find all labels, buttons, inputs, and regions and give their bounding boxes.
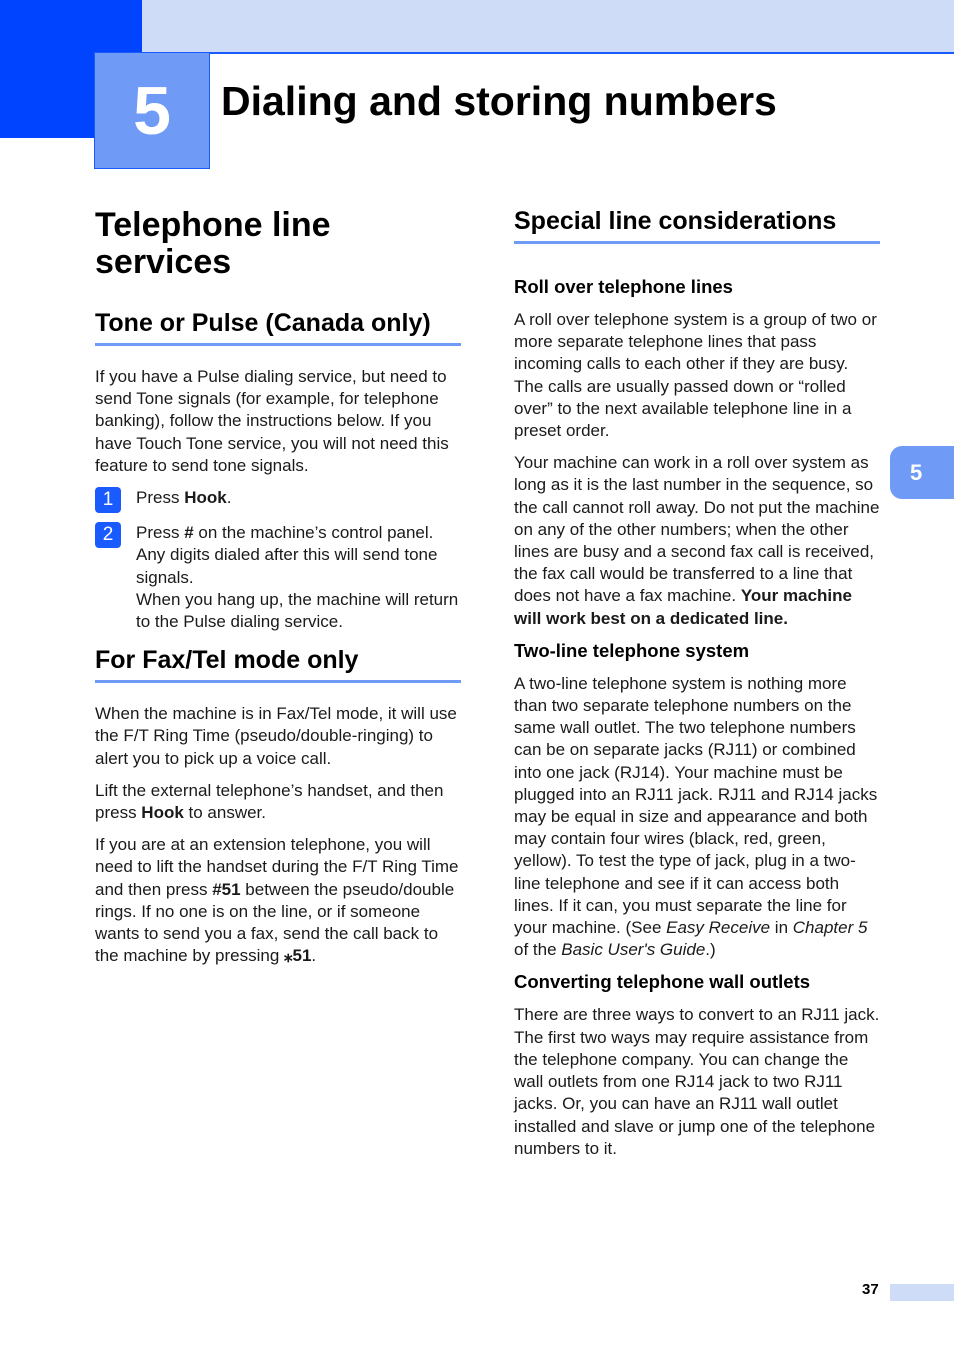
chapter-title: Dialing and storing numbers [221,78,777,124]
fax-tel-p1: When the machine is in Fax/Tel mode, it will use the F/T Ring Time (pseudo/double-ringing) to alert you to pick up a voice call. [95,704,457,768]
chapter-side-tab[interactable]: 5 [890,446,954,499]
step-2-text: Press # on the machine’s control panel. Any digits dialed after this will send tone signals. [136,523,438,587]
tone-pulse-intro: If you have a Pulse dialing service, but need to send Tone signals (for example, for telephone banking), follow the instructions below. If you have Touch Tone service, you will not need this feature to send tone signals. [95,367,449,475]
header-band [0,0,954,54]
rollover-heading: Roll over telephone lines [514,276,733,297]
twoline-heading: Two-line telephone system [514,639,750,661]
special-line-heading: Special line considerations [514,207,880,244]
fax-tel-p2: Lift the external telephone’s handset, and then press Hook to answer. [95,780,444,823]
chapter-number: 5 [94,52,210,169]
footer-bar [890,1284,954,1301]
converting-heading: Converting telephone wall outlets [514,971,811,993]
step-1-text: Press Hook. [136,488,232,508]
hash-key: # [184,523,194,543]
twoline-p1: A two-line telephone system is nothing more than two separate telephone numbers on the same wall outlet. The two telephone numbers can be on separate jacks (RJ11) or combined into one jack (RJ14). Your machine must be plugged into an RJ11 jack. RJ11 and RJ14 jacks may be equal in size and appearance and both may contain four wires (black, red, green, yellow). To test the type of jack, plug in a two-line telephone and see if it can access both lines. If it can, you must separate the line for your machine. (See Easy Receive in Chapter 5 of the Basic User's Guide.) [514,673,878,960]
left-column [95,207,461,977]
step-2-note: When you hang up, the machine will return to the Pulse dialing service. [136,589,459,632]
step-2-badge: 2 [95,522,121,548]
rollover-p1: A roll over telephone system is a group of two or more separate telephone lines that pass incoming calls to each other if they are busy. The calls are usually passed down or “rolled over” to the next available telephone line in a preset order. [514,310,877,441]
rollover-p2: Your machine can work in a roll over system as long as it is the last number in the sequence, so the call cannot roll away. Do not put the machine on any of the other numbers; when the other lines are busy and a second fax call is received, the fax call would be transferred to a line that does not have a fax machine. Your machine will work best on a dedicated line. [514,453,880,628]
step-2 [95,522,461,633]
step-1-badge: 1 [95,487,121,513]
fax-tel-heading: For Fax/Tel mode only [95,646,461,683]
tone-pulse-heading: Tone or Pulse (Canada only) [95,309,461,346]
right-column [514,207,880,1170]
fax-tel-p3: If you are at an extension telephone, you will need to lift the handset during the F/T Ring Time and then press #51 between the pseudo/double rings. If no one is on the line, or if someone wants to send you a fax, send the call back to the machine by pressing ⁎51. [95,835,459,966]
converting-p1: There are three ways to convert to an RJ11 jack. The first two ways may require assistance from the telephone company. You can change the wall outlets from one RJ14 jack to two RJ11 jacks. Or, you can have an RJ11 wall outlet installed and slave or jump one of the telephone numbers to it. [514,1005,880,1158]
page-number: 37 [862,1281,879,1298]
section-title: Telephone line services [95,206,331,281]
hook-key: Hook [184,488,227,508]
step-1 [95,487,461,509]
